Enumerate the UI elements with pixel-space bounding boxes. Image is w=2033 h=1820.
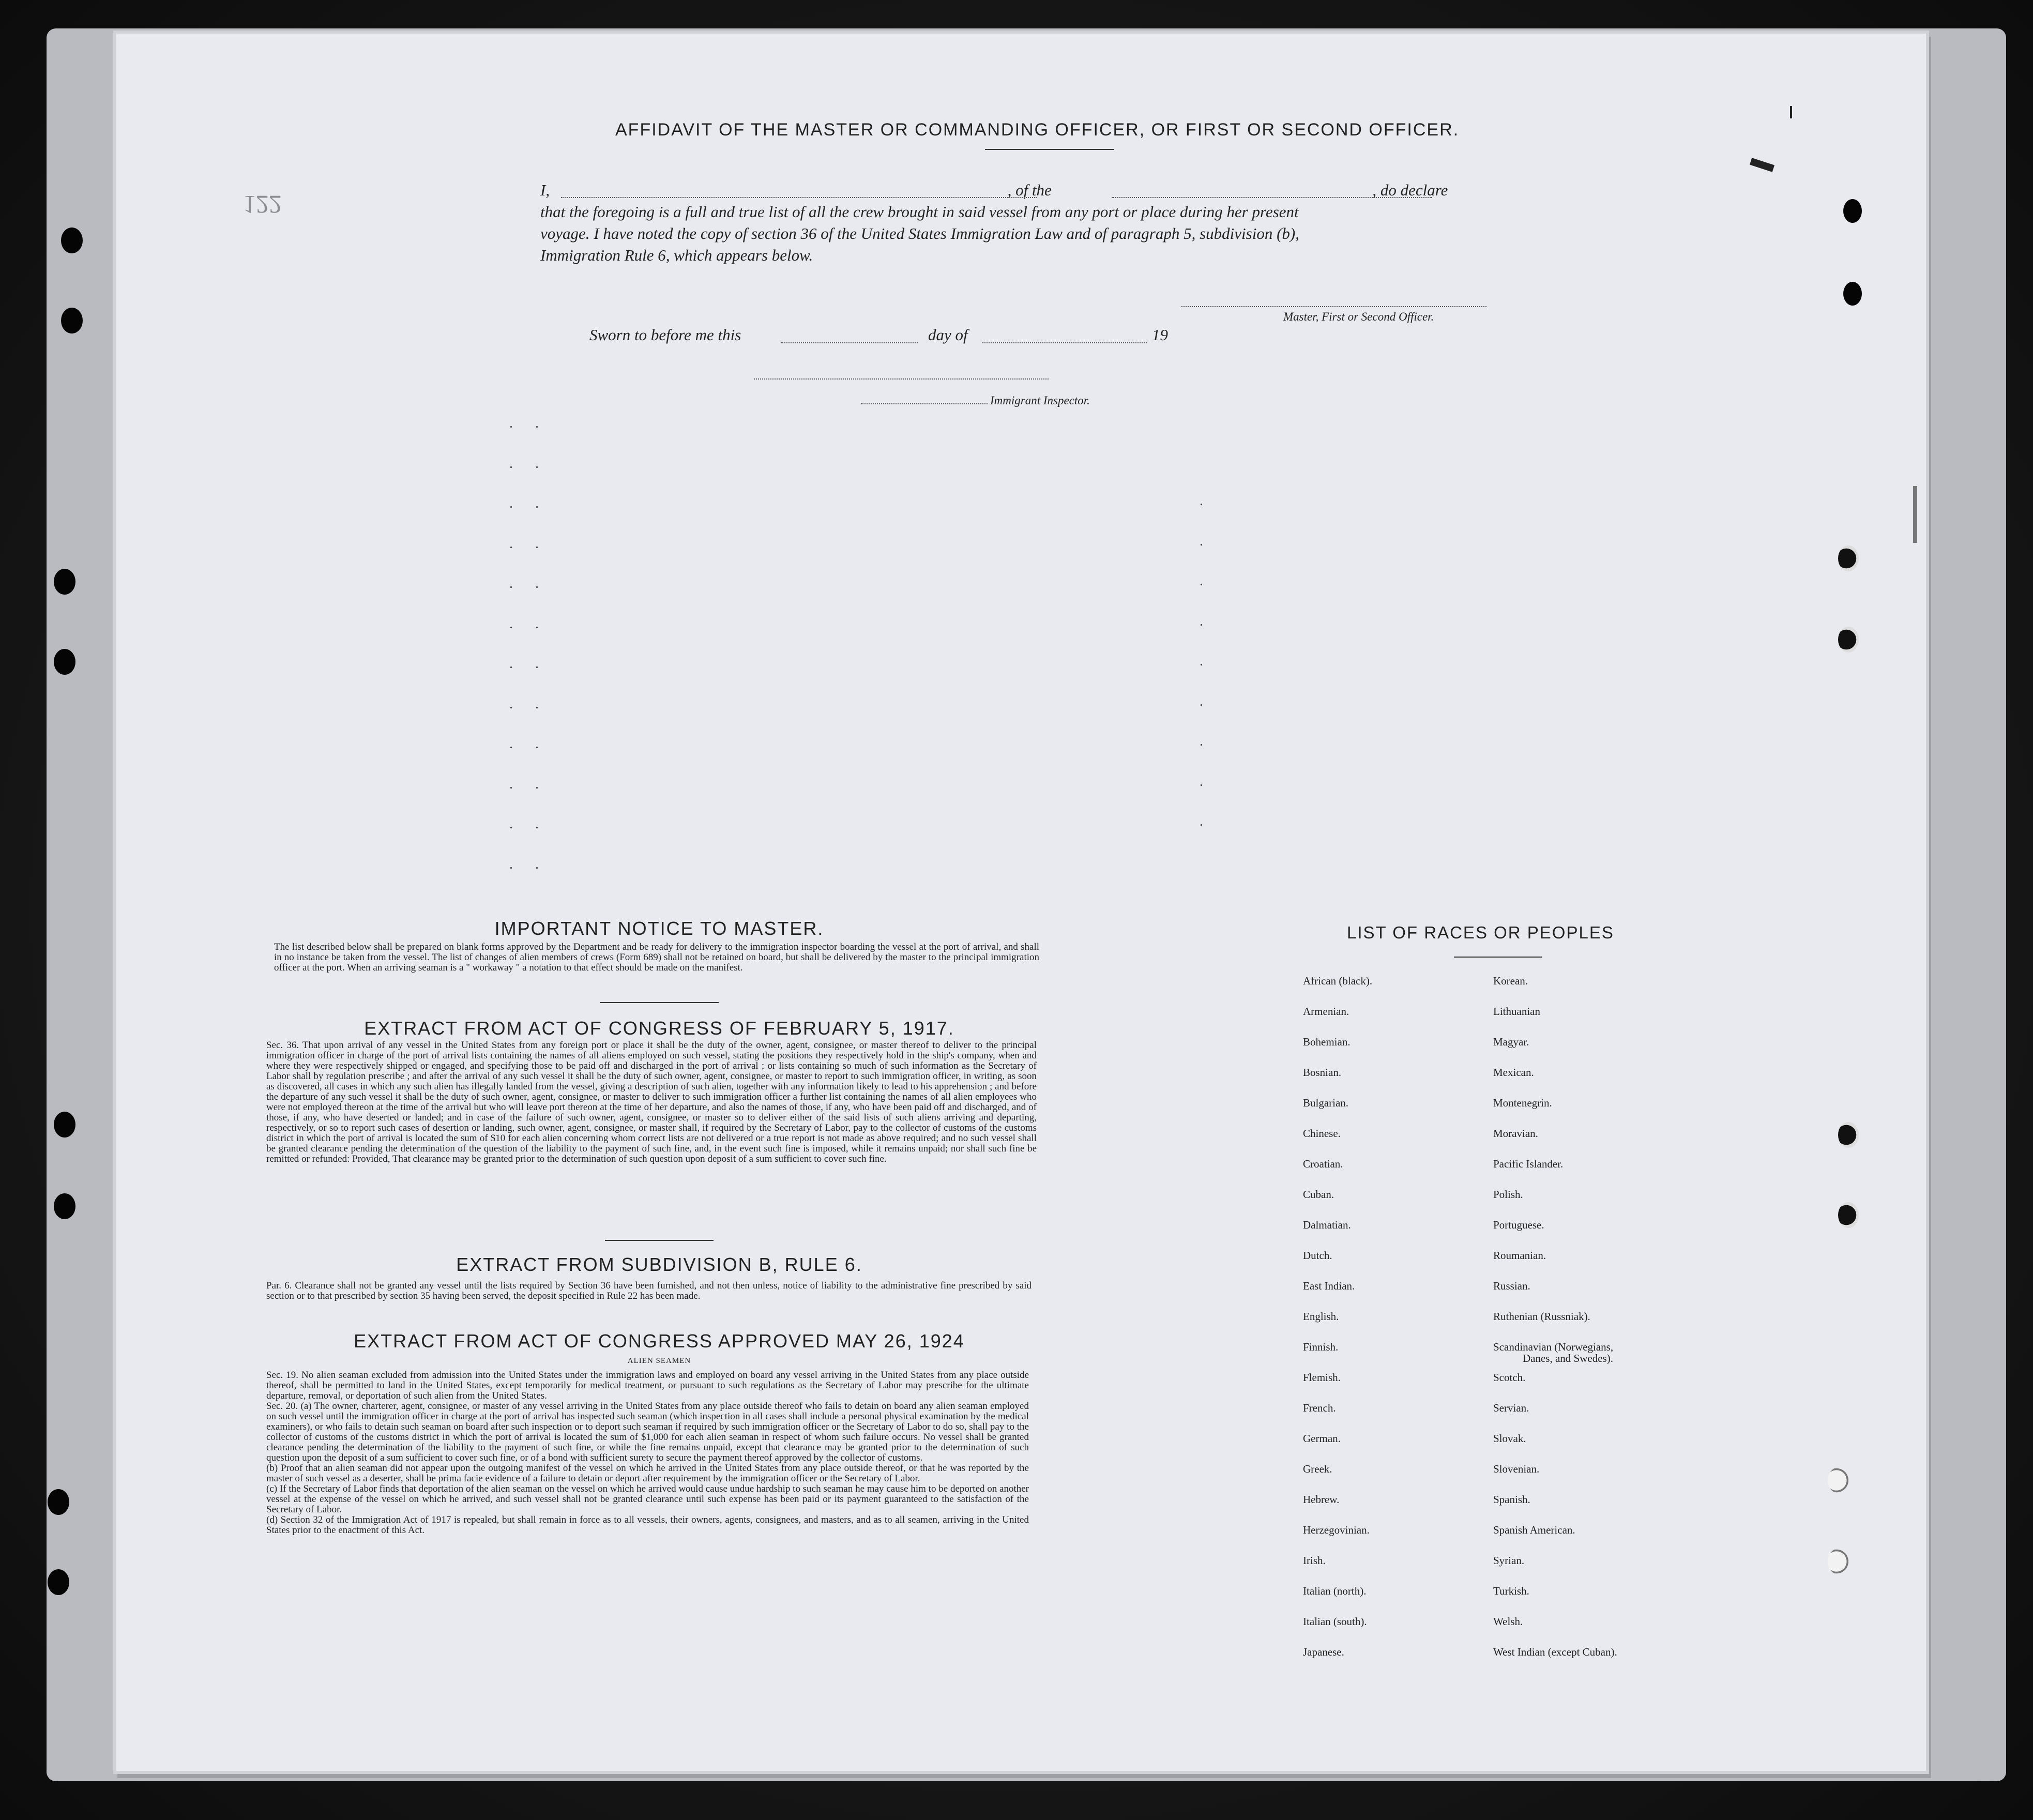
sec-20b-text: (b) Proof that an alien seaman did not appear upon the outgoing manifest of the vessel on which he arrived in the United States from any place outside thereof, or that he was reported by the master of such vessel as a deserter, shall be prima facie evidence of a failure to detain or deport after requirement by the immigration officer or the Secretary of Labor. — [266, 1463, 1029, 1484]
race-item: Hebrew. — [1303, 1493, 1340, 1506]
race-item: Slovenian. — [1493, 1463, 1540, 1475]
title-underline — [985, 149, 1114, 150]
affidavit-paragraph — [540, 181, 1525, 268]
punch-hole — [1843, 199, 1862, 223]
race-item: German. — [1303, 1432, 1341, 1445]
extract-1924-subtitle: ALIEN SEAMEN — [627, 1357, 691, 1365]
extract-rule6-title: EXTRACT FROM SUBDIVISION B, RULE 6. — [456, 1254, 862, 1275]
separator — [600, 1002, 719, 1003]
extract-1917-title: EXTRACT FROM ACT OF CONGRESS OF FEBRUARY 5, 1917. — [364, 1018, 954, 1039]
master-signature-line — [1181, 306, 1486, 307]
race-item: Armenian. — [1303, 1005, 1349, 1018]
race-item: Lithuanian — [1493, 1005, 1540, 1018]
race-item: Bohemian. — [1303, 1036, 1351, 1048]
name-fill-line — [561, 197, 1037, 198]
race-item: Japanese. — [1303, 1646, 1344, 1658]
race-item: Croatian. — [1303, 1158, 1343, 1170]
race-item: East Indian. — [1303, 1280, 1355, 1292]
race-item: Magyar. — [1493, 1036, 1529, 1048]
of-the-text: , of the — [1007, 181, 1052, 199]
do-declare-text: , do declare — [1372, 181, 1448, 199]
punch-hole — [1838, 1122, 1859, 1148]
punch-hole — [54, 649, 75, 675]
column-dots: . . . . . . . . . . . . . . . . . . . . . . . . — [509, 415, 548, 872]
punch-hole — [48, 1489, 69, 1515]
master-signature-label: Master, First or Second Officer. — [1283, 310, 1434, 323]
punch-hole — [61, 228, 83, 253]
races-title: LIST OF RACES OR PEOPLES — [1347, 923, 1614, 942]
declaration-line-1 — [540, 181, 1525, 203]
race-item: Dalmatian. — [1303, 1219, 1351, 1231]
race-item: Flemish. — [1303, 1371, 1341, 1384]
race-item: Polish. — [1493, 1188, 1523, 1201]
race-item: Scandinavian (Norwegians, — [1493, 1341, 1614, 1353]
declaration-line-4: Immigration Rule 6, which appears below. — [540, 246, 813, 264]
punch-hole — [61, 308, 83, 333]
intro-i-text: I, — [540, 181, 550, 199]
ink-mark — [1790, 106, 1792, 118]
race-item: Italian (north). — [1303, 1585, 1367, 1597]
declaration-line-2: that the foregoing is a full and true list of all the crew brought in said vessel from any port or place during her present — [540, 203, 1299, 221]
vessel-fill-line — [1112, 197, 1432, 198]
race-item: Moravian. — [1493, 1127, 1538, 1140]
extract-1917-body: Sec. 36. That upon arrival of any vessel in the United States from any foreign port or place it shall be the duty of the owner, agent, consignee, or master thereof to deliver to the principal immigration officer in charge of the port of arrival lists containing the names of all aliens employed on such vessel, stating the positions they respectively hold in the ship's company, when and where they were respectively shipped or engaged, and specifying those to be paid off and discharged in the port of arrival ; or lists containing so much of such information as the Secretary of Labor shall by regulation prescribe ; and after the arrival of any such vessel it shall be the duty of such owner, agent, consignee, or master to report to such immigration officer, in writing, as soon as discovered, all cases in which any such alien has illegally landed from the vessel, giving a description of such alien, together with any information likely to lead to his apprehension ; and before the departure of any such vessel it shall be the duty of such owner, agent, consignee, or master to deliver to such immigration officer a further list containing the names of all alien employees who were not employed thereon at the time of the arrival but who will leave port thereon at the time of her departure, and also the names of those, if any, who have been paid off and discharged, and of those, if any, who have deserted or landed; and in case of the failure of such owner, agent, consignee, or master so to deliver either of the said lists of such aliens arriving and departing, respectively, or so to report such cases of desertion or landing, such owner, agent, consignee, or master shall, if required by the Secretary of Labor, pay to the collector of customs of the customs district in which the port of arrival is located the sum of $10 for each alien concerning whom correct lists are not delivered or a true report is not made as above required; and no such vessel shall be granted clearance pending the determination of the question of the liability to the payment of such fine, and, in the event such fine is imposed, while it remains unpaid; nor shall such fine be remitted or refunded: Provided, That clearance may be granted prior to the determination of such question upon deposit of a sum sufficient to cover such fine. — [266, 1040, 1037, 1164]
race-item: Montenegrin. — [1493, 1097, 1552, 1109]
race-item: Scotch. — [1493, 1371, 1526, 1384]
race-item: Chinese. — [1303, 1127, 1341, 1140]
race-item: Spanish American. — [1493, 1524, 1575, 1536]
race-item: Turkish. — [1493, 1585, 1529, 1597]
punch-hole — [54, 569, 75, 595]
race-item: Bulgarian. — [1303, 1097, 1349, 1109]
punch-hole — [1828, 1549, 1849, 1574]
race-item: Mexican. — [1493, 1066, 1534, 1079]
column-dots: . . . . . . . . . — [1200, 493, 1212, 829]
punch-hole — [48, 1569, 69, 1595]
inspector-signature-line — [754, 378, 1049, 380]
punch-hole — [54, 1193, 75, 1219]
race-item: Spanish. — [1493, 1493, 1530, 1506]
race-item: English. — [1303, 1310, 1339, 1323]
race-item: Irish. — [1303, 1554, 1326, 1567]
notice-body: The list described below shall be prepared on blank forms approved by the Department and be ready for delivery to the immigration inspector boarding the vessel at the port of arrival, and shall in no instance be taken from the vessel. The list of changes of alien members of crews (Form 689) shall not be retained on board, but shall be delivered by the master to the principal immigration officer at the port. When an arriving seaman is a " workaway " a notation to that effect should be made on the manifest. — [274, 942, 1039, 973]
race-item: Ruthenian (Russniak). — [1493, 1310, 1590, 1323]
ink-mark — [1913, 486, 1917, 543]
punch-hole — [1838, 627, 1859, 653]
punch-hole — [54, 1112, 75, 1138]
race-item: Roumanian. — [1493, 1249, 1546, 1262]
year-prefix: 19 — [1152, 326, 1168, 344]
separator — [605, 1240, 714, 1241]
sec-20a-text: Sec. 20. (a) The owner, charterer, agent, consignee, or master of any vessel arriving in the United States from any place outside thereof who fails to detain on board any alien seaman employed on such vessel until the immigration officer in charge at the port of arrival has inspected such seaman (which inspection in all cases shall include a personal physical examination by the medical examiners), or who fails to detain such seaman on board after such inspection or to deport such seaman if required by such immigration officer or the Secretary of Labor to do so, shall pay to the collector of customs of the customs district in which the port of arrival is located the sum of $1,000 for each alien seaman in respect of whom such failure occurs. No vessel shall be granted clearance pending the determination of the liability to the payment of such fine, or while the fine remains unpaid, except that clearance may be granted prior to the determination of such question upon the deposit of a sum sufficient to cover such fine, or of a bond with sufficient surety to secure the payment thereof approved by the collector of customs. — [266, 1401, 1029, 1463]
race-item: Greek. — [1303, 1463, 1332, 1475]
race-item-continuation: Danes, and Swedes). — [1523, 1352, 1613, 1364]
sworn-text: Sworn to before me this — [589, 326, 741, 344]
race-item: French. — [1303, 1402, 1336, 1414]
race-item: Dutch. — [1303, 1249, 1332, 1262]
extract-1924-body — [266, 1370, 1029, 1536]
race-item: Portuguese. — [1493, 1219, 1544, 1231]
race-item: Bosnian. — [1303, 1066, 1342, 1079]
race-item: Syrian. — [1493, 1554, 1525, 1567]
race-item: Finnish. — [1303, 1341, 1339, 1353]
page-number-stamp: 122 — [243, 190, 282, 219]
race-item: Herzegovinian. — [1303, 1524, 1370, 1536]
sec-19-text: Sec. 19. No alien seaman excluded from admission into the United States under the immigration laws and employed on board any vessel arriving in the United States from any place outside thereof, shall be permitted to land in the United States, except temporarily for medical treatment, or pursuant to such regulations as the Secretary of Labor may prescribe for the ultimate departure, removal, or deportation of such alien from the United States. — [266, 1370, 1029, 1401]
sworn-month-line — [982, 342, 1147, 343]
race-item: Korean. — [1493, 975, 1528, 987]
race-item: Russian. — [1493, 1280, 1530, 1292]
punch-hole — [1843, 282, 1862, 306]
race-item: African (black). — [1303, 975, 1373, 987]
day-of-text: day of — [928, 326, 968, 344]
punch-hole — [1838, 545, 1859, 571]
race-item: West Indian (except Cuban). — [1493, 1646, 1617, 1658]
inspector-label: Immigrant Inspector. — [990, 394, 1090, 407]
affidavit-title: AFFIDAVIT OF THE MASTER OR COMMANDING OFFICER, OR FIRST OR SECOND OFFICER. — [615, 120, 1460, 140]
punch-hole — [1828, 1467, 1849, 1493]
race-item: Italian (south). — [1303, 1615, 1367, 1628]
race-item: Servian. — [1493, 1402, 1529, 1414]
punch-hole — [1838, 1202, 1859, 1228]
notice-title: IMPORTANT NOTICE TO MASTER. — [494, 918, 824, 939]
race-item: Pacific Islander. — [1493, 1158, 1564, 1170]
extract-rule6-body: Par. 6. Clearance shall not be granted any vessel until the lists required by Section 36 have been furnished, and not then unless, notice of liability to the administrative fine prescribed by said section or to that prescribed by section 35 having been served, the deposit specified in Rule 22 has been made. — [266, 1280, 1031, 1301]
sec-20d-text: (d) Section 32 of the Immigration Act of 1917 is repealed, but shall remain in force as to all vessels, their owners, agents, consignees, and masters, and as to all seamen, arriving in the United States prior to the enactment of this Act. — [266, 1514, 1029, 1536]
race-item: Welsh. — [1493, 1615, 1523, 1628]
race-item: Cuban. — [1303, 1188, 1334, 1201]
inspector-label-leader — [861, 403, 988, 404]
sworn-day-line — [781, 342, 918, 343]
extract-1924-title: EXTRACT FROM ACT OF CONGRESS APPROVED MAY 26, 1924 — [354, 1330, 965, 1352]
declaration-line-3: voyage. I have noted the copy of section 36 of the United States Immigration Law and of paragraph 5, subdivision (b), — [540, 224, 1299, 242]
race-item: Slovak. — [1493, 1432, 1526, 1445]
sec-20c-text: (c) If the Secretary of Labor finds that deportation of the alien seaman on the vessel on which he arrived would cause undue hardship to such seaman he may cause him to be deported on another vessel at the expense of the vessel on which he arrived, and such vessel shall not be granted clearance until such expense has been paid or its payment guaranteed to the satisfaction of the Secretary of Labor. — [266, 1483, 1029, 1515]
races-underline — [1454, 957, 1542, 958]
